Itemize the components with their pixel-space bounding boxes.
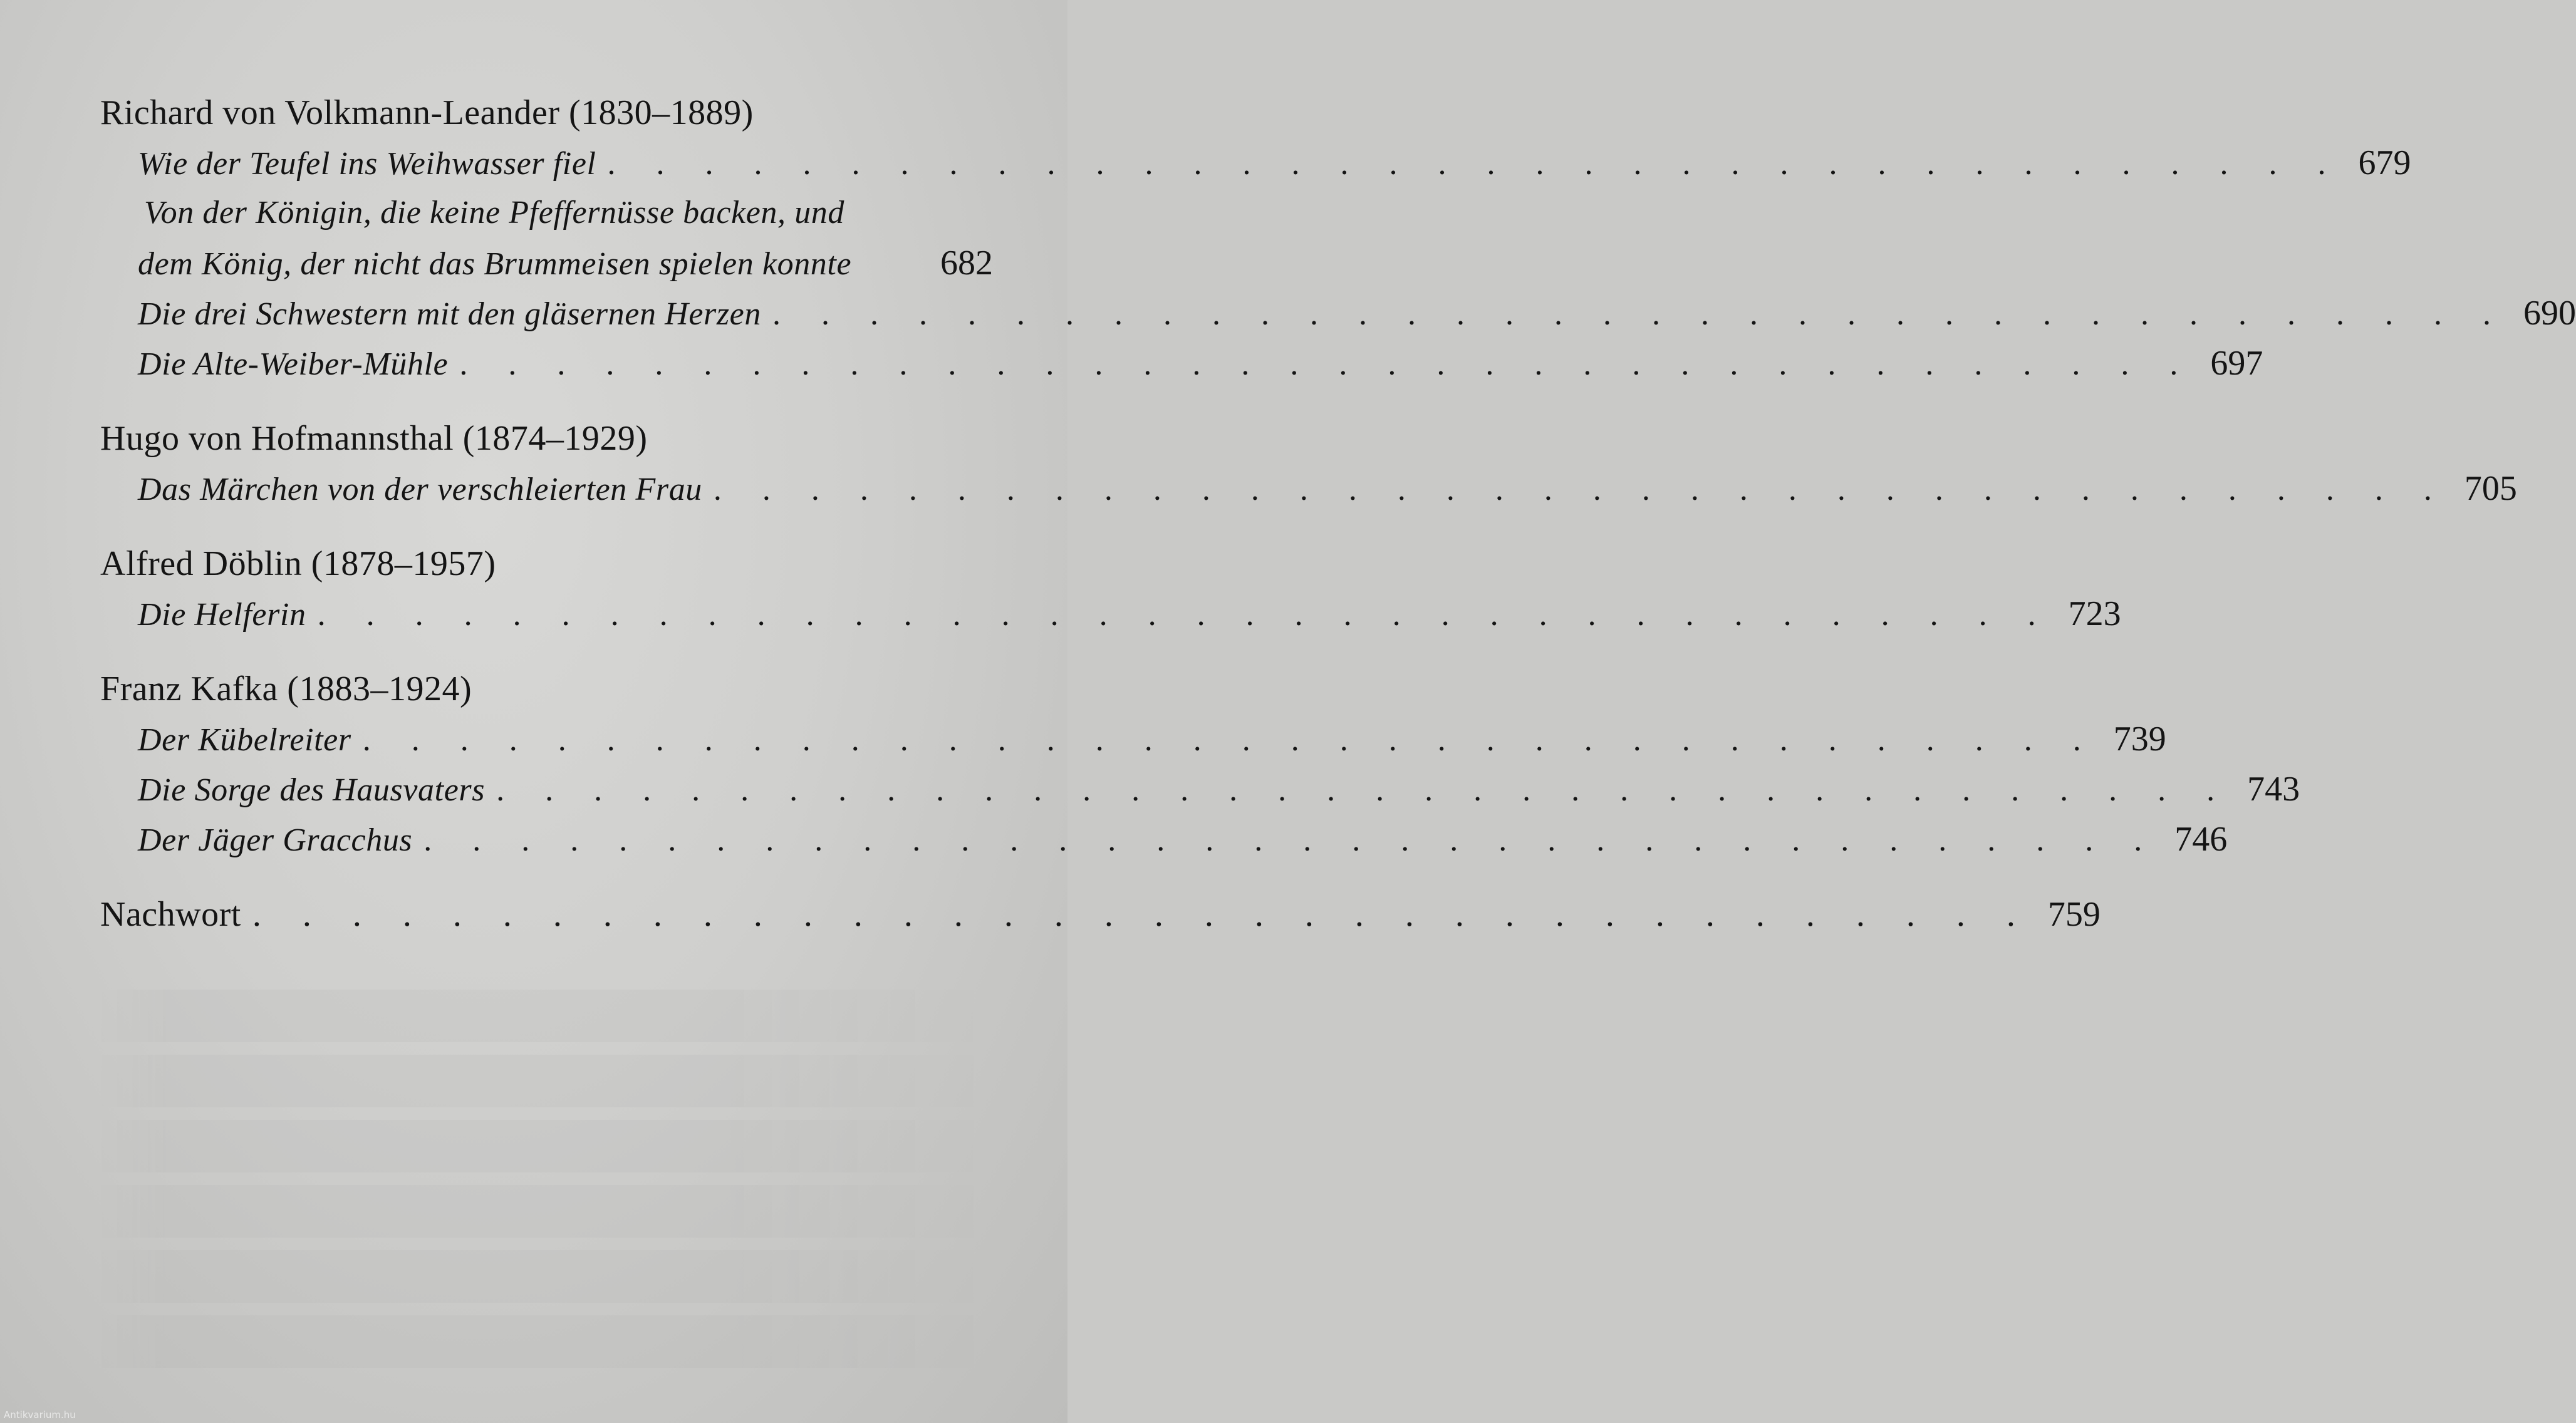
show-through-text [94,977,1002,1415]
entry-title: Die Helferin [138,597,306,633]
author-heading: Franz Kafka (1883–1924) [100,670,472,708]
dot-leader: . . . . . . . . . . . . . . . . . . . . . . . . . . . . . . . . . . . . [423,822,2159,858]
nachwort-label: Nachwort [100,895,241,934]
dot-leader: . . . . . . . . . . . . . . . . . . . . . . . . . . . . . . . . . . . . [459,346,2194,382]
toc-entry [100,138,2411,188]
toc-section-hofmannsthal [100,413,2517,514]
page-number: 705 [2464,469,2517,508]
watermark: Antikvarium.hu [4,1409,76,1420]
toc-entry [100,338,2263,388]
entry-title: dem König, der nicht das Brummeisen spielen konnte [138,246,852,282]
page-number: 739 [2113,720,2166,758]
toc-entry-nachwort [100,889,2101,939]
author-heading: Hugo von Hofmannsthal (1874–1929) [100,419,648,458]
toc-entry [100,714,2166,764]
dot-leader: . . . . . . . . . . . . . . . . . . . . . . . . . . . . . . . . . . . . [362,722,2097,758]
page-number: 723 [2068,594,2121,633]
toc-entry [100,589,2121,639]
page-number: 690 [2523,294,2576,333]
author-heading: Alfred Döblin (1878–1957) [100,544,496,583]
page-number: 759 [2047,895,2101,934]
toc-section-volkmann-leander [100,88,2576,388]
toc-entry [100,288,2576,338]
entry-title: Der Kübelreiter [138,722,351,758]
page-number: 682 [940,244,993,282]
page-number: 697 [2210,344,2263,383]
entry-title-line1: Von der Königin, die keine Pfeffernüsse backen, und [144,195,845,230]
page-number: 679 [2358,143,2411,182]
entry-title: Wie der Teufel ins Weihwasser fiel [138,146,596,182]
dot-leader: . . . . . . . . . . . . . . . . . . . . . . . . . . . . . . . . . . . . [252,895,2032,934]
toc-entry [100,814,2228,864]
table-of-contents [100,88,2576,939]
entry-title: Die Alte-Weiber-Mühle [138,346,449,382]
toc-entry-wrapped-line [100,188,993,238]
page-number: 746 [2174,820,2228,859]
entry-title: Die drei Schwestern mit den gläsernen Herzen [138,296,761,332]
author-heading: Richard von Volkmann-Leander (1830–1889) [100,93,754,132]
dot-leader: . . . . . . . . . . . . . . . . . . . . . . . . . . . . . . . . . . . . [496,772,2231,808]
entry-title: Das Märchen von der verschleierten Frau [138,472,702,507]
dot-leader: . . . . . . . . . . . . . . . . . . . . . . . . . . . . . . . . . . . . [772,296,2507,332]
toc-section-doeblin [100,539,2121,639]
toc-entry [100,764,2300,814]
dot-leader: . . . . . . . . . . . . . . . . . . . . . . . . . . . . . . . . . . . . [607,146,2342,182]
toc-entry [100,463,2517,514]
toc-section-kafka [100,664,2300,864]
entry-title: Der Jäger Gracchus [138,822,413,858]
dot-leader: . . . . . . . . . . . . . . . . . . . . . . . . . . . . . . . . . . . . [713,472,2448,507]
dot-leader: . . . . . . . . . . . . . . . . . . . . . . . . . . . . . . . . . . . . [317,597,2052,633]
toc-entry [100,238,993,288]
entry-title: Die Sorge des Hausvaters [138,772,486,808]
page-number: 743 [2247,770,2300,809]
